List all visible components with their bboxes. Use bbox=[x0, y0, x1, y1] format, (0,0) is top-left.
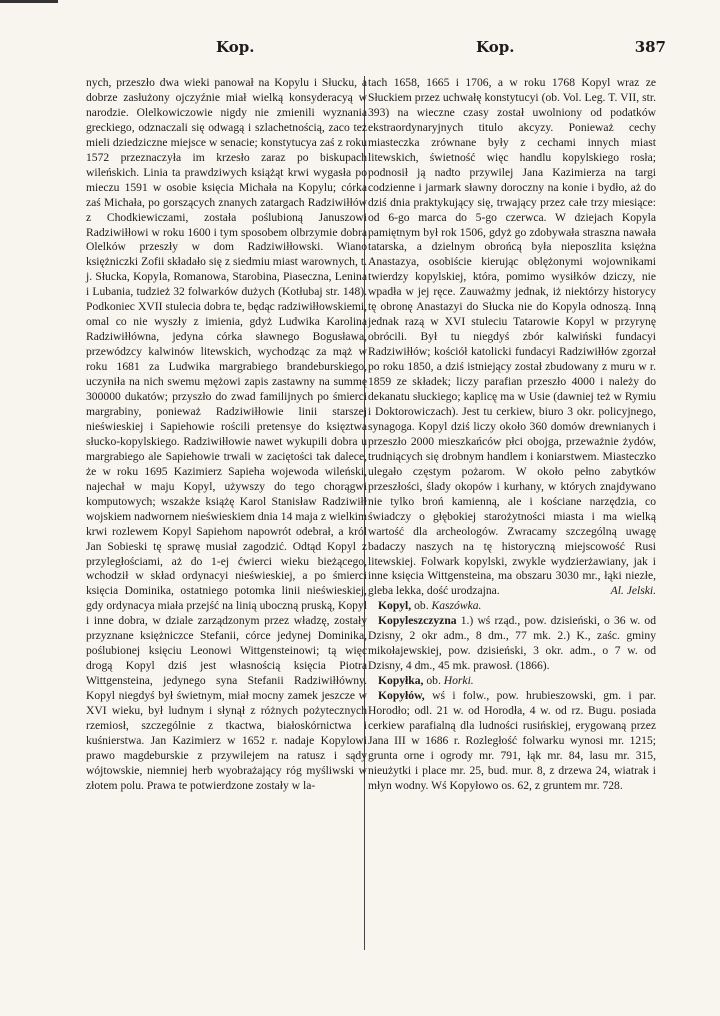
author-signature: Al. Jelski. bbox=[610, 584, 656, 598]
entry-body: 1.) wś rząd., pow. dzisieński, o 36 w. od Dzisny, 2 okr adm., 8 dm., 77 mk. 2.) K., zaśc. gminy mikołajewskiej, pow. dzisieński, 3 okr. adm., o 7 w. od Dzisny, 4 dm., 45 mk. prawosł. (1866). bbox=[368, 614, 656, 673]
entry-kopylow bbox=[368, 689, 656, 794]
header-right-word: Kop. bbox=[476, 38, 515, 56]
right-column bbox=[368, 76, 656, 794]
running-head bbox=[84, 38, 666, 60]
header-left-word: Kop. bbox=[216, 38, 255, 56]
entry-headword: Kopyłka, bbox=[378, 674, 424, 688]
page-number: 387 bbox=[634, 38, 666, 56]
entry-headword: Kopyl, bbox=[378, 599, 412, 613]
entry-reference: Horki. bbox=[443, 674, 474, 688]
right-paragraph bbox=[368, 76, 656, 599]
entry-ob: ob. bbox=[426, 674, 441, 688]
left-column bbox=[86, 76, 367, 794]
scan-edge-mark bbox=[0, 0, 58, 3]
entry-headword: Kopyłów, bbox=[378, 689, 425, 703]
left-paragraph: nych, przeszło dwa wieki panował na Kopylu i Słucku, a dobrze zasłużony ojczyźnie miał wielką konsyderacyą w narodzie. Olelkowiczowie nigdy nie zmienili wyznania greckiego, odznaczali się odwagą i szlachetnością, zaco też mieli dziedziczne miejsce w senacie; konstytucya zaś z roku 1572 przeznaczyła im krzesło zaraz po biskupach wileńskich. Linia ta prawdziwych książąt krwi wygasła po mieczu 1591 w osobie księcia Michała na Kopylu; córka zaś Michała, po gorszących znanych zatargach Radziwiłłów z Chodkiewiczami, została poślubioną Januszowi Radziwiłłowi w roku 1600 i tym sposobem olbrzymie dobra Olelków przeszły w dom Radziwiłłowski. Wiano księżniczki Zofii składało się z siedmiu miast warownych, t. j. Słucka, Kopyla, Romanowa, Starobina, Piaseczna, Lenina i Lubania, tudzież 32 folwarków dużych (Kotłubaj str. 148). Podkoniec XVII stulecia dobra te, będąc radziwiłłowskiemi, omal co nie wyszły z imienia, gdyż Ludwika Karolina Radziwiłłówna, jedyna córka sławnego Bogusława, przewódzcy kalwinów litewskich, wychodząc za mąż w roku 1681 za Ludwika margrabiego brandeburskiego, uczyniła na nich swemu mężowi zapis zastawny na summę 300000 dukatów; przyszło do zwad familijnych po śmierci margrabiny, ponieważ Radziwiłłowie linii starszej nieświeskiej i Sapiehowie rościli pretensye do księztwa słucko-kopylskiego. Radziwiłłowie nawet wykupili dobra u margrabiego ale Sapiehowie trwali w zaciętości tak dalece, że w roku 1695 Kazimierz Sapieha wojewoda wileński, najechał w maju Kopyl, używszy do tego chorągwi komputowych; wszakże książę Karol Stanisław Radziwiłł wojskiem nadwornem nieświeskiem dnia 14 maja z wielkim krwi rozlewem Kopyl Sapiehom napowrót odebrał, a król Jan Sobieski tę sprawę musiał zagodzić. Odtąd Kopyl z przyległościami, aż do 1-ej ćwierci wieku bieżącego, wchodził w skład ordynacyi nieświeskiej, a po śmierci księcia Dominika, ostatniego potomka linii nieświeskiej, gdy ordynacya miała przejść na linią uboczną pruską, Kopyl i inne dobra, w dziale zarządzonym przez władzę, zostały przyznane księżniczce Stefanii, córce jedynej Dominika, poślubionej księciu Leonowi Wittgensteinowi; tą więc drogą Kopyl dziś jest własnością księcia Piotra Wittgensteina, jedynego syna Stefanii Radziwiłłówny. Kopyl niegdyś był świetnym, miał mocny zamek jeszcze w XVI wieku, był ludnym i słynął z różnych pożytecznych rzemiosł, szczególnie z tkactwa, białoskórnictwa i kuśnierstwa. Jan Kazimierz w 1652 r. nadaje Kopylowi prawo magdeburskie z przywilejem na ratusz i sądy wójtowskie, niemniej herb wyobrażający róg myśliwski w złotem polu. Prawa te potwierdzone zostały w la- bbox=[86, 76, 367, 792]
entry-kopylka bbox=[368, 674, 656, 689]
entry-ob: ob. bbox=[414, 599, 429, 613]
entry-reference: Kaszówka. bbox=[431, 599, 482, 613]
entry-kopyl bbox=[368, 599, 656, 614]
entry-kopyleszczyzna bbox=[368, 614, 656, 674]
entry-body: wś i folw., pow. hrubieszowski, gm. i par. Horodło; odl. 21 w. od Horodła, 4 w. od rz. Bugu. posiada cerkiew parafialną dla ludności rusińskiej, erygowaną przez Jana III w 1686 r. Rozległość folwarku wynosi mr. 1215; grunta orne i ogrody mr. 791, łąk mr. 84, lasu mr. 315, nieużytki i place mr. 25, bud. mur. 8, z drzewa 24, wiatrak i młyn wodny. Wś Kopyłowo os. 62, z gruntem mr. 728. bbox=[368, 689, 657, 792]
entry-headword: Kopyleszczyzna bbox=[378, 614, 457, 628]
right-paragraph-text: tach 1658, 1665 i 1706, a w roku 1768 Kopyl wraz ze Słuckiem przez uchwałę konstytucyi (ob. Vol. Leg. T. VII, str. 393) na wieczne czasy został uwolniony od podatków ekstraordynaryjnych titulo akcyzy. Ponieważ cechy miasteczka zrównane były z cechami innych miast litewskich, świetność więc handlu kopylskiego rosła; podnosił ją nadto przywilej Jana Kazimierza na targi codzienne i jarmark sławny doroczny na konie i bydło, aż do dziś dnia praktykujący się, trwający przez całe trzy miesiące: od 6-go marca do 5-go czerwca. W dziejach Kopyla pamiętnym był rok 1506, gdyż go zdobywała straszna nawała tatarska, a dzielnym obrońcą była nieposzlita księżna Anastazya, osobiście kierując oblężonymi wojownikami twierdzy kopylskiej, która, pomimo wysiłków dziczy, nie wpadła w jej ręce. Zauważmy jednak, iż niektórzy historycy tę obronę Anastazyi do Słucka nie do Kopyla odnoszą. Inną jednak razą w XVI stuleciu Tatarowie Kopyl w przyrynę obrócili. Był tu niegdyś zbór kalwiński fundacyi Radziwiłłów; kościół katolicki fundacyi Radziwiłłów zgorzał po roku 1850, a dziś istniejący został zbudowany z muru w r. 1859 ze składek; liczy parafian przeszło 4000 i należy do dekanatu słuckiego; kaplicę ma w Usie (dawniej też w Rymiu i Doktorowiczach). Jest tu cerkiew, biuro 3 okr. policyjnego, synagoga. Kopyl dziś liczy około 360 domów drewnianych i przeszło 2000 mieszkańców płci obojga, przeważnie żydów, trudniących się drobnym handlem i koniarstwem. Miasteczko ulegało częstym pożarom. W około pełno zabytków przeszłości, ślady okopów i kurhany, w których znajdywano nie tylko broń kamienną, ale i kościane narzędzia, co świadczy o głębokiej starożytności miasta i ma wielką wartość dla archeologów. Zwracamy szczególną uwagę badaczy naszych na tę historyczną miejscowość Rusi litewskiej. Folwark kopylski, zwykle wydzierżawiany, jak i inne księcia Wittgensteina, ma obszaru 3030 mr., łąki niezłe, gleba lekka, dość urodzajna. bbox=[368, 76, 656, 598]
